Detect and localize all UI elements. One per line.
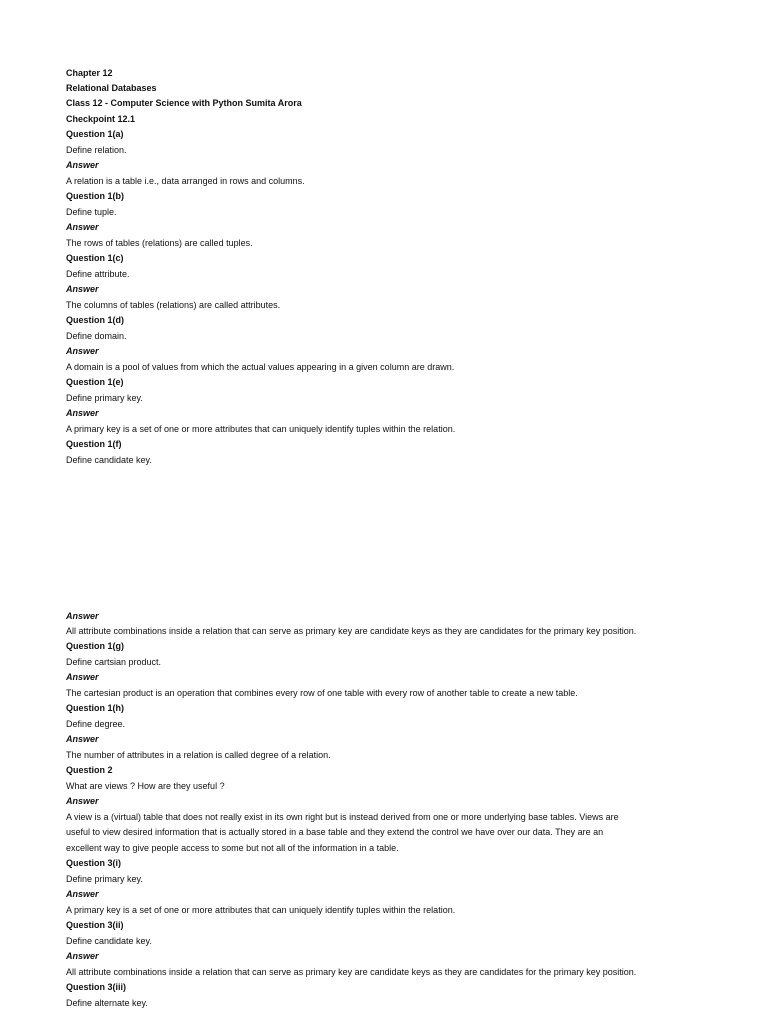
answer-label: Answer: [66, 160, 99, 170]
answer-text: The rows of tables (relations) are called tuples.: [66, 238, 253, 248]
answer-label: Answer: [66, 346, 99, 356]
answer-text: All attribute combinations inside a relation that can serve as primary key are candidate keys as they are candidates for the primary key position.: [66, 626, 637, 636]
question-text: What are views ? How are they useful ?: [66, 781, 225, 791]
question-text: Define cartsian product.: [66, 657, 162, 667]
question-text: Define alternate key.: [66, 998, 148, 1008]
answer-label: Answer: [66, 951, 99, 961]
question-heading: Question 3(i): [66, 858, 122, 868]
question-heading: Question 1(c): [66, 253, 124, 263]
question-heading: Question 1(a): [66, 129, 124, 139]
book-title: Class 12 - Computer Science with Python Sumita Arora: [66, 98, 302, 108]
answer-text: A relation is a table i.e., data arranged in rows and columns.: [66, 176, 305, 186]
answer-text: A primary key is a set of one or more attributes that can uniquely identify tuples within the relation.: [66, 424, 456, 434]
answer-label: Answer: [66, 734, 99, 744]
answer-text: All attribute combinations inside a relation that can serve as primary key are candidate keys as they are candidates for the primary key position.: [66, 967, 637, 977]
answer-text: A domain is a pool of values from which the actual values appearing in a given column are drawn.: [66, 362, 455, 372]
question-heading: Question 1(b): [66, 191, 124, 201]
answer-text: The columns of tables (relations) are called attributes.: [66, 300, 281, 310]
question-text: Define primary key.: [66, 393, 143, 403]
question-text: Define relation.: [66, 145, 127, 155]
question-text: Define primary key.: [66, 874, 143, 884]
answer-label: Answer: [66, 672, 99, 682]
question-heading: Question 2: [66, 765, 113, 775]
question-text: Define degree.: [66, 719, 126, 729]
checkpoint-title: Checkpoint 12.1: [66, 114, 136, 124]
question-text: Define attribute.: [66, 269, 130, 279]
answer-text-line: A view is a (virtual) table that does not really exist in its own right but is instead derived from one or more underlying base tables. Views are: [66, 812, 619, 822]
answer-label: Answer: [66, 284, 99, 294]
question-heading: Question 1(e): [66, 377, 124, 387]
answer-text: The cartesian product is an operation that combines every row of one table with every row of another table to create a new table.: [66, 688, 578, 698]
question-text: Define candidate key.: [66, 455, 152, 465]
answer-label: Answer: [66, 796, 99, 806]
question-text: Define domain.: [66, 331, 127, 341]
question-text: Define tuple.: [66, 207, 117, 217]
answer-text: A primary key is a set of one or more attributes that can uniquely identify tuples within the relation.: [66, 905, 456, 915]
answer-label: Answer: [66, 611, 99, 621]
chapter-title: Relational Databases: [66, 83, 157, 93]
question-heading: Question 1(f): [66, 439, 122, 449]
answer-text-line: excellent way to give people access to some but not all of the information in a table.: [66, 843, 399, 853]
answer-text-line: useful to view desired information that is actually stored in a base table and they extend the control we have over our data. They are an: [66, 827, 604, 837]
answer-label: Answer: [66, 889, 99, 899]
question-heading: Question 1(d): [66, 315, 124, 325]
chapter-number: Chapter 12: [66, 68, 113, 78]
answer-label: Answer: [66, 222, 99, 232]
question-heading: Question 1(h): [66, 703, 124, 713]
question-heading: Question 1(g): [66, 641, 124, 651]
question-text: Define candidate key.: [66, 936, 152, 946]
answer-label: Answer: [66, 408, 99, 418]
question-heading: Question 3(iii): [66, 982, 127, 992]
answer-text: The number of attributes in a relation is called degree of a relation.: [66, 750, 331, 760]
question-heading: Question 3(ii): [66, 920, 124, 930]
